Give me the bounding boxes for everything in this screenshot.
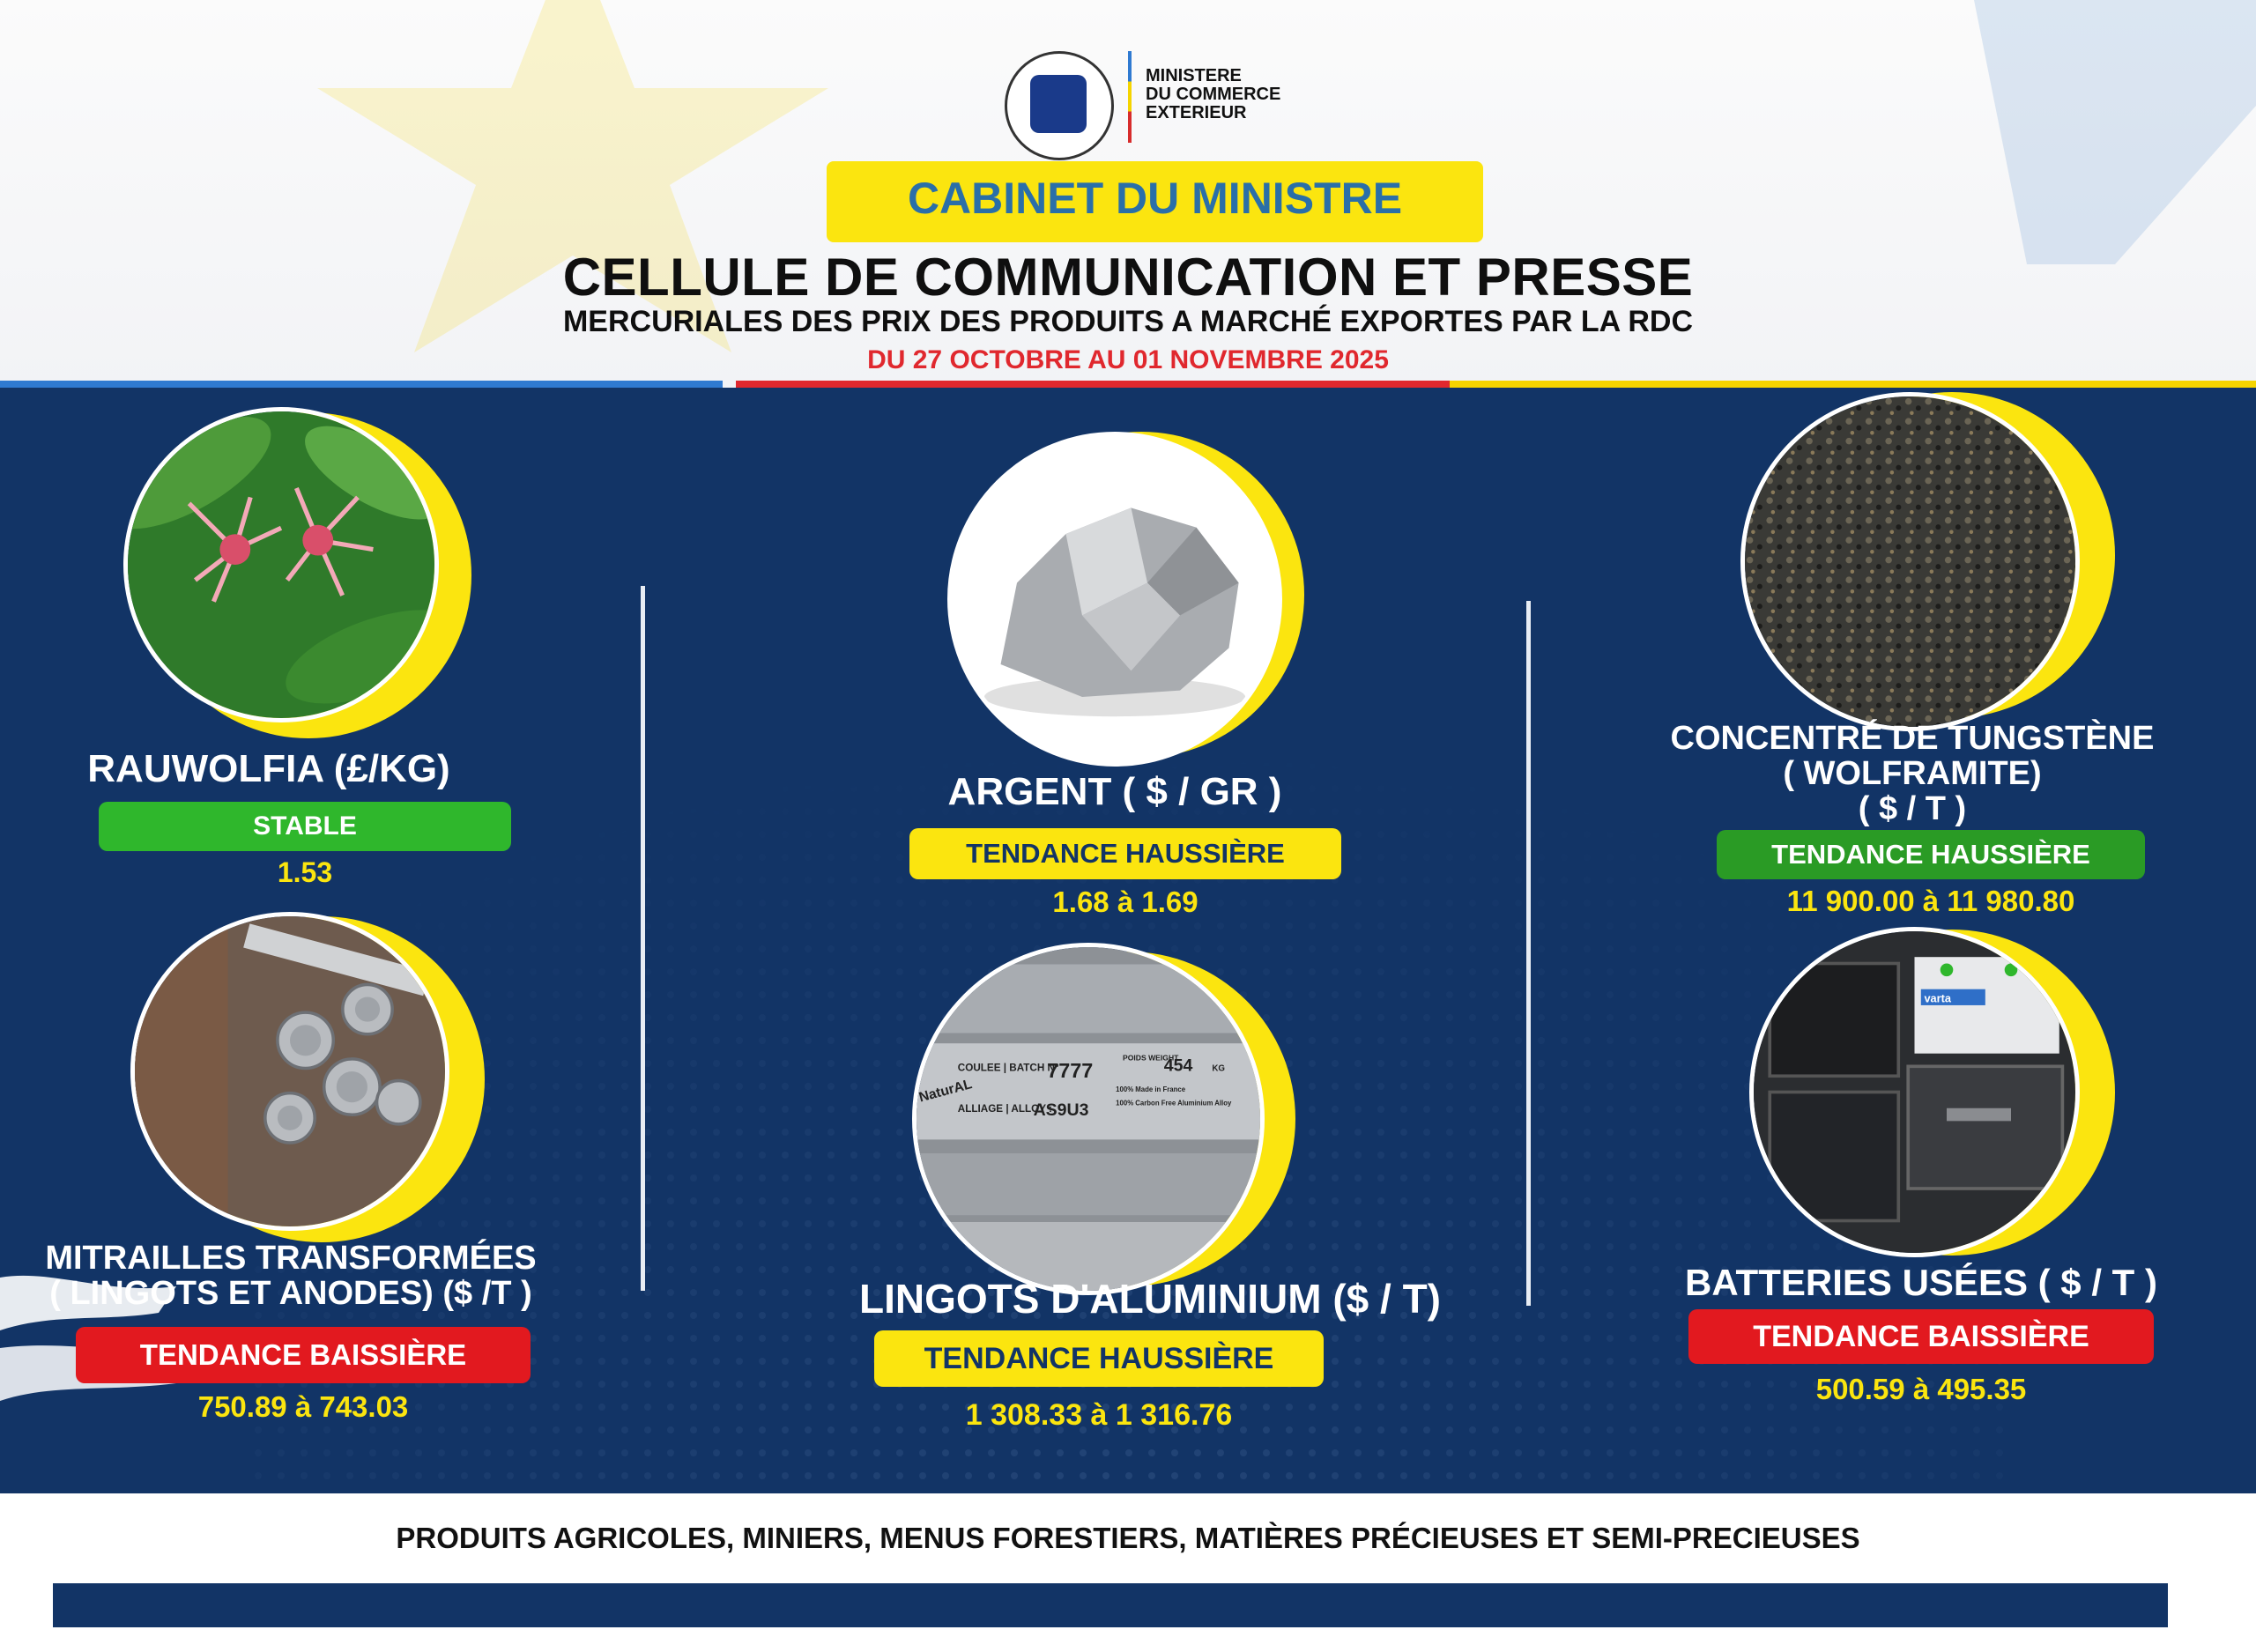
ministry-line-2: DU COMMERCE [1146, 85, 1281, 104]
used-batteries-icon [1754, 931, 2075, 1253]
ministry-line-3: EXTERIEUR [1146, 103, 1247, 122]
ingot-brand: NaturAL [917, 1077, 974, 1106]
batteries-price: 500.59 à 495.35 [1815, 1373, 2027, 1405]
logo-divider [1128, 51, 1132, 143]
mitrailles-title-line-1: MITRAILLES TRANSFORMÉES [45, 1240, 537, 1277]
tungsten-concentrate-icon [1745, 396, 2075, 727]
page-title: CELLULE DE COMMUNICATION ET PRESSE [562, 248, 1694, 307]
aluminium-title: LINGOTS D'ALUMINIUM ($ / T) [859, 1276, 1441, 1322]
batteries-title: BATTERIES USÉES ( $ / T ) [1685, 1262, 2157, 1303]
tungstene-photo [1740, 392, 2080, 731]
tungstene-title-line-2: ( WOLFRAMITE) [1783, 755, 2042, 792]
ingot-batch-label: COULEE | BATCH N° [957, 1062, 1059, 1074]
aluminium-ingots-icon [916, 947, 1260, 1291]
ingot-weight: 454 [1163, 1056, 1193, 1076]
ministry-name [1146, 67, 1280, 122]
tungstene-trend-badge: TENDANCE HAUSSIÈRE [1717, 830, 2145, 879]
stripe-yellow [1450, 381, 2256, 388]
rauwolfia-title: RAUWOLFIA (£/KG) [87, 747, 450, 790]
footer-categories: PRODUITS AGRICOLES, MINIERS, MENUS FORESTIERS, MATIÈRES PRÉCIEUSES ET SEMI-PRECIEUSES [396, 1522, 1860, 1554]
ingot-alloy: AS9U3 [1033, 1100, 1089, 1121]
mitrailles-photo [130, 912, 449, 1231]
flag-stripe-decoration [1798, 0, 2256, 264]
page-subtitle: MERCURIALES DES PRIX DES PRODUITS A MARCHÉ EXPORTES PAR LA RDC [562, 305, 1694, 338]
ingot-made-in: 100% Made in France [1116, 1085, 1186, 1093]
cabinet-title: CABINET DU MINISTRE [907, 174, 1403, 223]
argent-photo [947, 432, 1282, 767]
ingot-weight-label: POIDS WEIGHT [1123, 1053, 1179, 1063]
coat-of-arms-icon [1030, 75, 1087, 133]
mitrailles-trend-badge: TENDANCE BAISSIÈRE [76, 1327, 531, 1383]
argent-trend-badge: TENDANCE HAUSSIÈRE [909, 828, 1341, 879]
tungstene-title-line-3: ( $ / T ) [1858, 790, 1967, 827]
ingot-carbon-free: 100% Carbon Free Aluminium Alloy [1116, 1099, 1232, 1108]
rauwolfia-flower-icon [128, 411, 434, 718]
mitrailles-title [18, 1241, 564, 1311]
batteries-photo [1749, 927, 2080, 1257]
aluminium-price: 1 308.33 à 1 316.76 [965, 1398, 1233, 1432]
batteries-trend-badge: TENDANCE BAISSIÈRE [1688, 1309, 2154, 1364]
column-divider-right [1526, 601, 1531, 1306]
stripe-red [736, 381, 1450, 388]
rauwolfia-price: 1.53 [277, 856, 333, 888]
tungstene-price: 11 900.00 à 11 980.80 [1786, 885, 2075, 917]
argent-price: 1.68 à 1.69 [1052, 885, 1198, 918]
argent-title: ARGENT ( $ / GR ) [947, 770, 1282, 813]
ingot-weight-unit: KG [1212, 1063, 1226, 1074]
ingot-alloy-label: ALLIAGE | ALLOY : [957, 1103, 1052, 1115]
ministry-line-1: MINISTERE [1146, 66, 1242, 85]
mitrailles-title-line-2: ( LINGOTS ET ANODES) ($ /T ) [49, 1275, 532, 1312]
date-range: DU 27 OCTOBRE AU 01 NOVEMBRE 2025 [867, 345, 1389, 374]
tungstene-title [1639, 721, 2186, 826]
battery-brand-text: varta [1924, 991, 1951, 1005]
scrap-metal-icon [135, 916, 445, 1226]
silver-nugget-icon [952, 436, 1278, 762]
tungstene-title-line-1: CONCENTRÉ DE TUNGSTÈNE [1670, 720, 2155, 757]
bottom-band [53, 1583, 2168, 1627]
aluminium-trend-badge: TENDANCE HAUSSIÈRE [874, 1330, 1324, 1387]
mitrailles-price: 750.89 à 743.03 [197, 1390, 409, 1423]
ingot-batch-number: 7777 [1047, 1059, 1094, 1083]
rauwolfia-photo [123, 407, 439, 722]
government-seal [1005, 51, 1114, 160]
rauwolfia-trend-badge: STABLE [99, 802, 511, 851]
aluminium-photo [912, 943, 1265, 1295]
column-divider-left [641, 586, 645, 1291]
stripe-blue [0, 381, 723, 388]
